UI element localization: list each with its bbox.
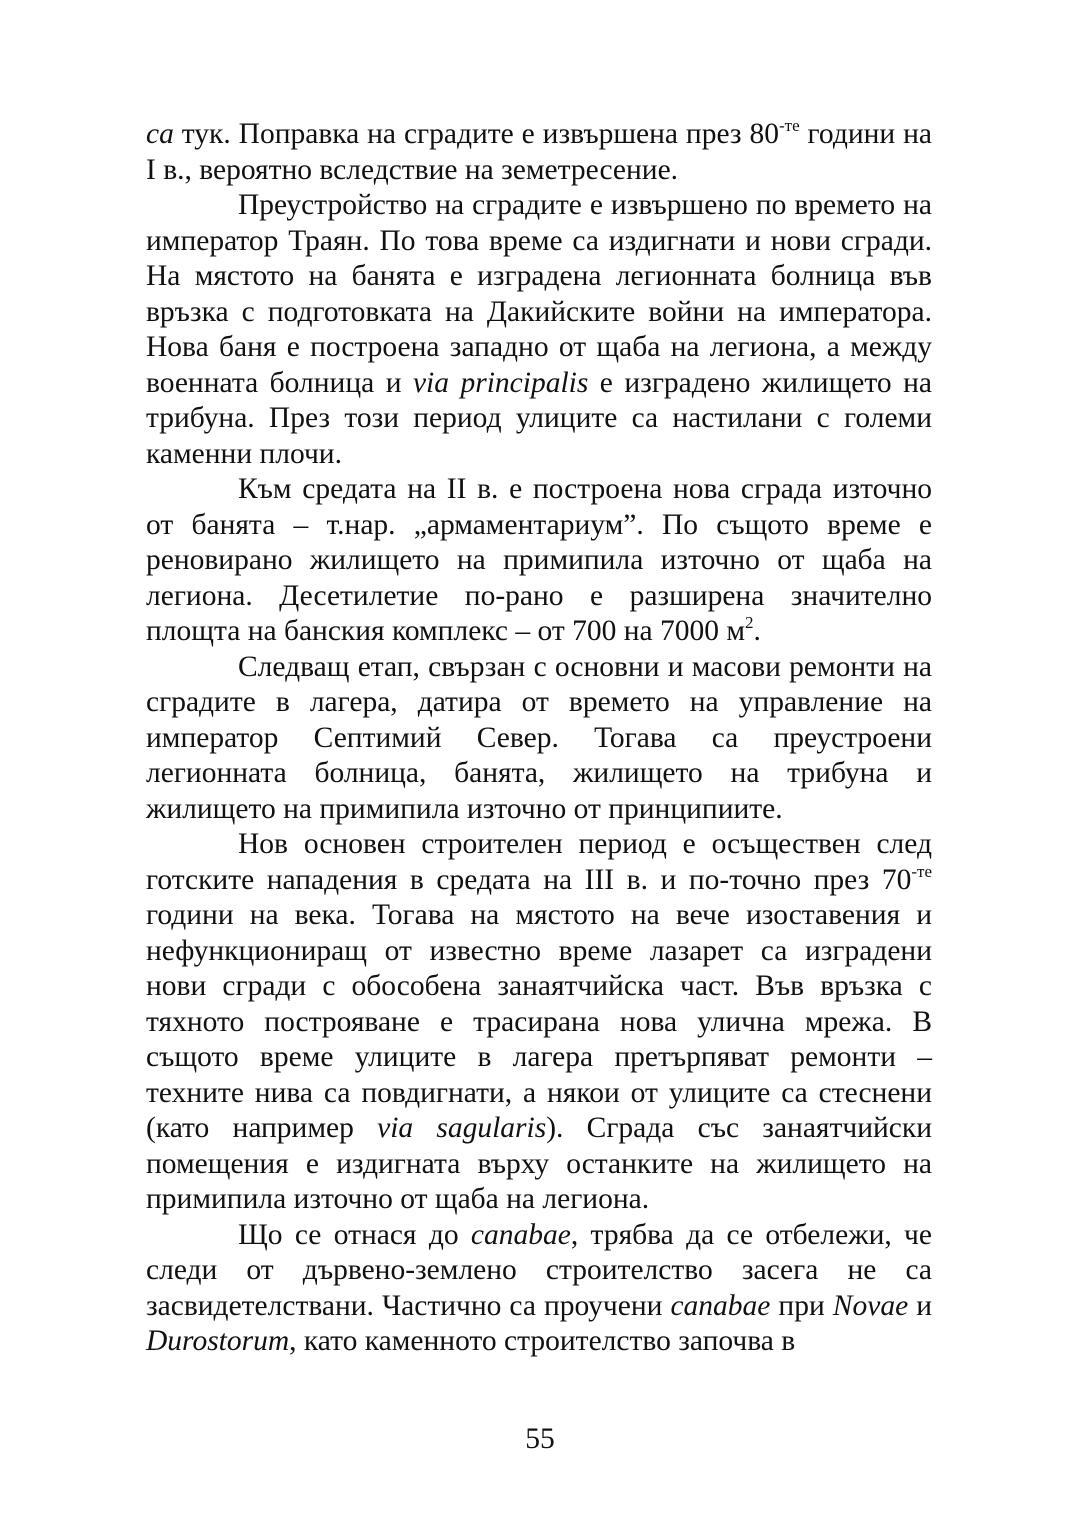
italic-text: Durostorum bbox=[146, 1325, 290, 1357]
superscript-text: 2 bbox=[745, 613, 754, 632]
page-body bbox=[146, 117, 932, 1360]
paragraph-4 bbox=[146, 650, 932, 828]
paragraph-1 bbox=[146, 117, 932, 188]
italic-text: via sagularis bbox=[377, 1112, 547, 1144]
text-run: години на I в., вероятно вследствие на земетресение. bbox=[146, 118, 932, 186]
text-run: ). Сграда със занаятчийски помещения е издигната върху останките на жилището на примипила източно от щаба на легиона. bbox=[146, 1112, 933, 1215]
paragraph-5 bbox=[146, 827, 932, 1218]
text-run: и bbox=[908, 1289, 932, 1322]
paragraph-3 bbox=[146, 472, 932, 650]
superscript-text: -те bbox=[779, 116, 800, 135]
italic-text: canabae bbox=[670, 1289, 771, 1322]
paragraph-2 bbox=[146, 188, 932, 472]
italic-text: Novae bbox=[832, 1289, 909, 1322]
text-run: Към средата на II в. е построена нова сграда източно от банята – т.нар. „армаментариум”. По същото време е реновирано жилището на примипила източно от щаба на легиона. Десетилетие по-рано е разширена значително площта на банския комплекс – от 700 на 7000 м bbox=[146, 473, 932, 647]
text-run: години на века. Тогава на мястото на вече изоставения и нефункциониращ от известно време лазарет са изградени нови сгради с обособена занаятчийска част. Във връзка с тяхното построяване е трасирана нова улична мрежа. В същото време улиците в лагера претърпяват ремонти – техните нива са повдигнати, а някои от улиците са стеснени (като например bbox=[146, 899, 932, 1144]
text-run: тук. Поправка на сградите е извършена през 80 bbox=[173, 118, 779, 150]
text-run: Преустройство на сградите е извършено по времето на император Траян. По това време са издигнати и нови сгради. На мястото на банята е изградена легионната болница във връзка с подготовката на Дакийските войни на императора. Нова баня е построена западно от щаба на легиона, а между военната болница и bbox=[146, 189, 932, 399]
text-run: е изградено жилището на трибуна. През този период улиците са настилани с големи каменни плочи. bbox=[146, 366, 932, 470]
text-run: при bbox=[770, 1289, 833, 1322]
text-run: Следващ етап, свързан с основни и масови ремонти на сградите в лагера, датира от времето на управление на император Септимий Север. Тогава са преустроени легионната болница, банята, жилището на трибуна и жилището на примипила източно от принципиите. bbox=[146, 650, 932, 825]
italic-text: via principalis bbox=[412, 366, 589, 399]
paragraph-6 bbox=[146, 1218, 932, 1360]
text-run: , трябва да се отбележи, че следи от дървено-землено строителство засега не са засвидетелствани. Частично са проучени bbox=[146, 1218, 932, 1322]
italic-text: canabae bbox=[470, 1218, 571, 1251]
superscript-text: -те bbox=[911, 861, 932, 881]
page-number: 55 bbox=[525, 1423, 555, 1455]
text-run: Що се отнася до bbox=[238, 1218, 471, 1251]
italic-text: ca bbox=[146, 118, 174, 150]
text-run: , като каменното строителство започва в bbox=[289, 1325, 796, 1357]
text-run: Нов основен строителен период е осъществен след готските нападения в средата на III в. и по-точно през 70 bbox=[146, 828, 932, 896]
text-run: . bbox=[753, 615, 761, 647]
